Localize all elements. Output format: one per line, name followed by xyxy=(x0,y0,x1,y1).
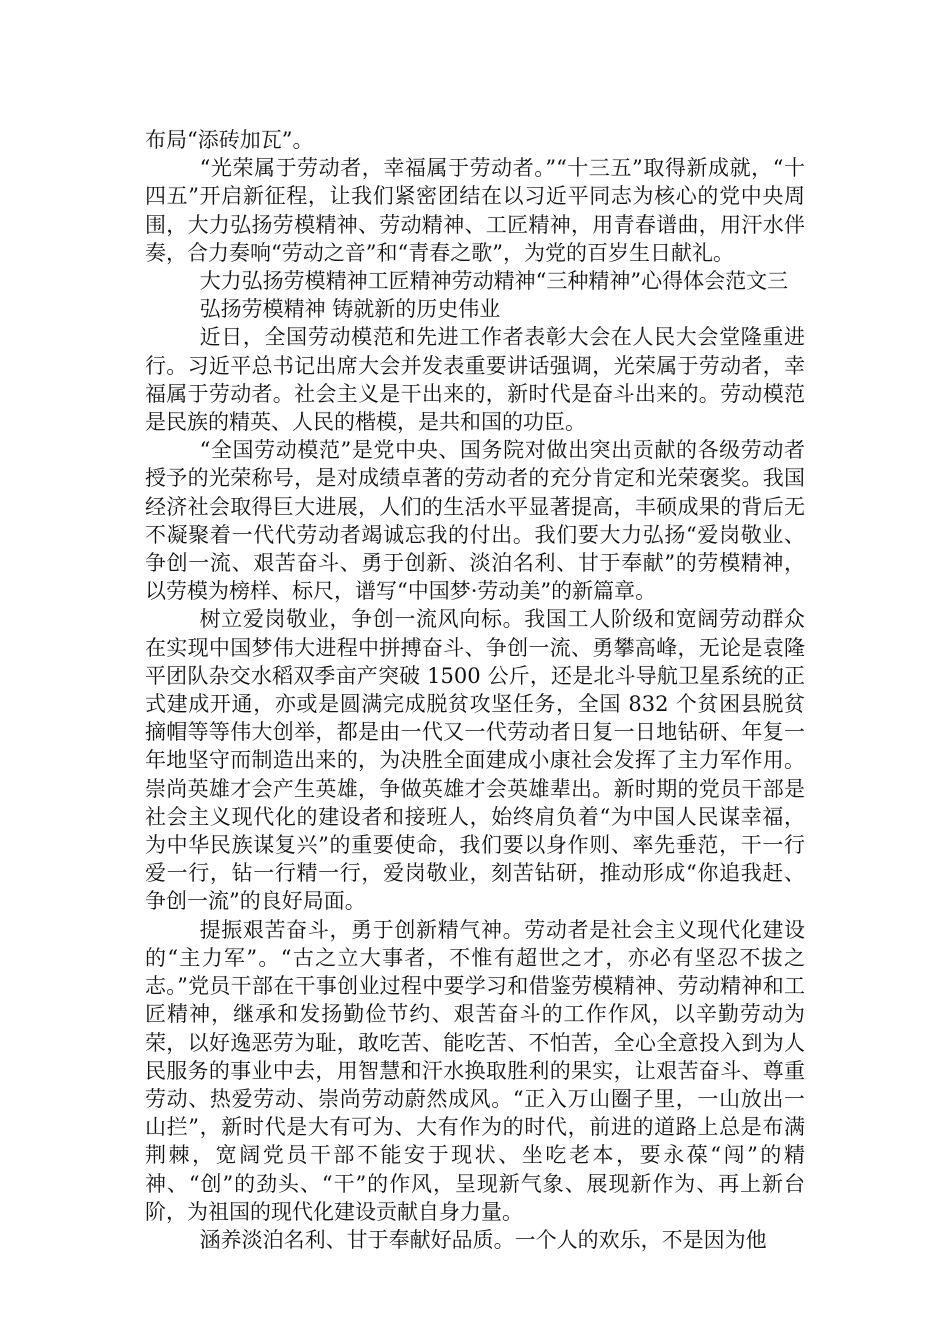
paragraph: 提振艰苦奋斗，勇于创新精气神。劳动者是社会主义现代化建设的“主力军”。“古之立大事者，不惟有超世之才，亦必有坚忍不拔之志。”党员干部在干事创业过程中要学习和借鉴劳模精神、劳动精神和工匠精神，继承和发扬勤俭节约、艰苦奋斗的工作作风，以辛勤劳动为荣，以好逸恶劳为耻，敢吃苦、能吃苦、不怕苦，全心全意投入到为人民服务的事业中去，用智慧和汗水换取胜利的果实，让艰苦奋斗、尊重劳动、热爱劳动、崇尚劳动蔚然成风。“正入万山圈子里，一山放出一山拦”，新时代是大有可为、大有作为的时代，前进的道路上总是布满荆棘，宽阔党员干部不能安于现状、坐吃老本，要永葆“闯”的精神、“创”的劲头、“干”的作风，呈现新气象、展现新作为、再上新台阶，为祖国的现代化建设贡献自身力量。 xyxy=(145,917,805,1224)
paragraph: “全国劳动模范”是党中央、国务院对做出突出贡献的各级劳动者授予的光荣称号，是对成绩卓著的劳动者的充分肯定和光荣褒奖。我国经济社会取得巨大进展，人们的生活水平显著提高，丰硕成果的背后无不凝聚着一代代劳动者竭诚忘我的付出。我们要大力弘扬“爱岗敬业、争创一流、艰苦奋斗、勇于创新、淡泊名利、甘于奉献”的劳模精神，以劳模为榜样、标尺，谱写“中国梦·劳动美”的新篇章。 xyxy=(145,438,805,604)
paragraph: 布局“添砖加瓦”。 xyxy=(145,128,314,152)
paragraph: 弘扬劳模精神 铸就新的历史伟业 xyxy=(199,297,501,322)
document-body xyxy=(145,126,805,1254)
paragraph: “光荣属于劳动者，幸福属于劳动者。”“十三五”取得新成就，“十四五”开启新征程，让我们紧密团结在以习近平同志为核心的党中央周围，大力弘扬劳模精神、劳动精神、工匠精神，用青春谱曲，用汗水伴奏，合力奏响“劳动之音”和“青春之歌”，为党的百岁生日献礼。 xyxy=(145,156,805,265)
paragraph: 树立爱岗敬业，争创一流风向标。我国工人阶级和宽阔劳动群众在实现中国梦伟大进程中拼搏奋斗、争创一流、勇攀高峰，无论是袁隆平团队杂交水稻双季亩产突破 1500 公斤，还是北斗导航卫星系统的正式建成开通，亦或是圆满完成脱贫攻坚任务，全国 832 个贫困县脱贫摘帽等等伟大创举，都是由一代又一代劳动者日复一日地钻研、年复一年地坚守而制造出来的，为决胜全面建成小康社会发挥了主力军作用。崇尚英雄才会产生英雄，争做英雄才会英雄辈出。新时期的党员干部是社会主义现代化的建设者和接班人，始终肩负着“为中国人民谋幸福，为中华民族谋复兴”的重要使命，我们要以身作则、率先垂范，干一行爱一行，钻一行精一行，爱岗敬业，刻苦钻研，推动形成“你追我赶、争创一流”的良好局面。 xyxy=(145,607,805,914)
paragraph: 大力弘扬劳模精神工匠精神劳动精神“三种精神”心得体会范文三 xyxy=(199,269,789,294)
paragraph: 涵养淡泊名利、甘于奉献好品质。一个人的欢乐，不是因为他 xyxy=(199,1227,767,1252)
paragraph: 近日，全国劳动模范和先进工作者表彰大会在人民大会堂隆重进行。习近平总书记出席大会并发表重要讲话强调，光荣属于劳动者，幸福属于劳动者。社会主义是干出来的，新时代是奋斗出来的。劳动模范是民族的精英、人民的楷模，是共和国的功臣。 xyxy=(145,325,805,435)
